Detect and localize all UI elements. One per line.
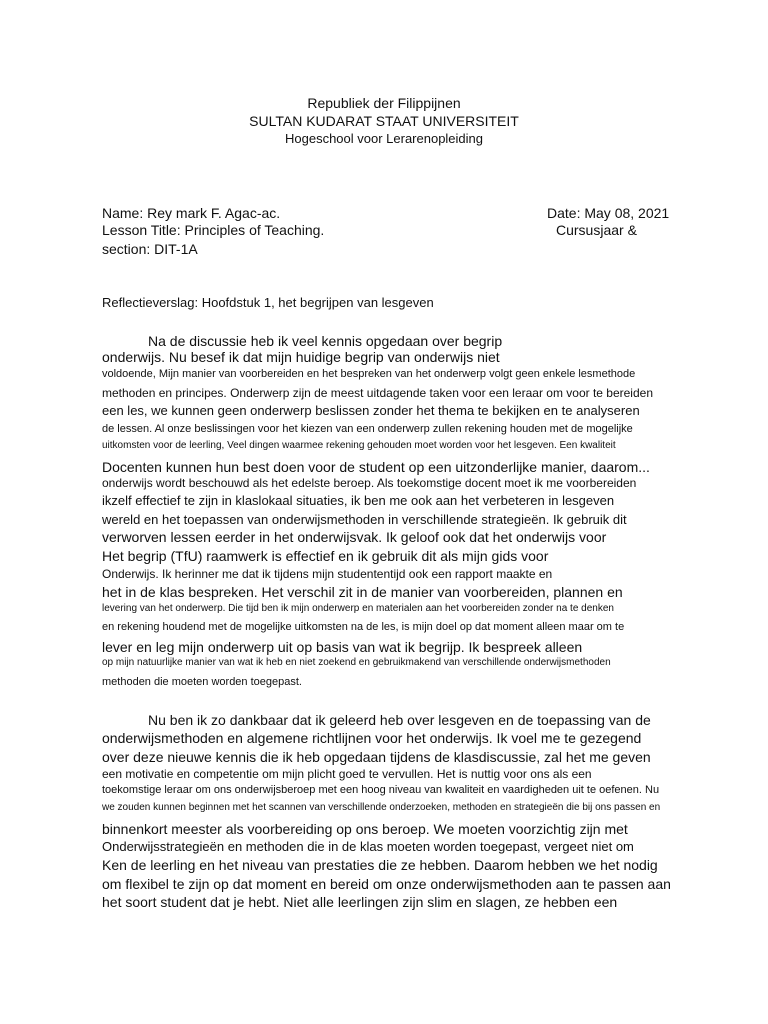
- paragraph-1-line: en rekening houdend met de mogelijke uitkomsten na de les, is mijn doel op dat moment alleen maar om te: [102, 621, 625, 633]
- paragraph-1-line: onderwijs wordt beschouwd als het edelste beroep. Als toekomstige docent moet ik me voorbereiden: [102, 476, 637, 490]
- header-university: SULTAN KUDARAT STAAT UNIVERSITEIT: [249, 113, 519, 129]
- paragraph-1-line: ikzelf effectief te zijn in klaslokaal situaties, ik ben me ook aan het verbeteren in lesgeven: [102, 493, 615, 508]
- header-college: Hogeschool voor Lerarenopleiding: [284, 131, 484, 146]
- header-republic: Republiek der Filippijnen: [307, 95, 461, 111]
- paragraph-1-line: lever en leg mijn onderwerp uit op basis van wat ik begrijp. Ik bespreek alleen: [102, 639, 583, 655]
- paragraph-1-line: op mijn natuurlijke manier van wat ik heb en niet zoekend en gebruikmakend van verschillende onderwijsmethoden: [102, 657, 611, 668]
- paragraph-1-line: Docenten kunnen hun best doen voor de student op een uitzonderlijke manier, daarom...: [102, 459, 650, 475]
- report-date: Date: May 08, 2021: [547, 205, 670, 221]
- paragraph-2-line: over deze nieuwe kennis die ik heb opgedaan tijdens de klasdiscussie, zal het me geven: [102, 749, 651, 765]
- paragraph-2-line: Onderwijsstrategieën en methoden die in de klas moeten worden toegepast, vergeet niet om: [102, 839, 634, 854]
- paragraph-2-line: om flexibel te zijn op dat moment en bereid om onze onderwijsmethoden aan te passen aan: [102, 876, 671, 892]
- paragraph-2-line: het soort student dat je hebt. Niet alle leerlingen zijn slim en slagen, ze hebben een: [102, 894, 618, 910]
- paragraph-1-line: onderwijs. Nu besef ik dat mijn huidige begrip van onderwijs niet: [102, 349, 500, 365]
- paragraph-1-line: uitkomsten voor de leerling, Veel dingen waarmee rekening gehouden moet worden voor het lesgeven. Een kwaliteit: [102, 440, 616, 451]
- course-year: Cursusjaar &: [556, 222, 637, 238]
- paragraph-1-line: methoden die moeten worden toegepast.: [102, 676, 302, 688]
- paragraph-1-line: methoden en principes. Onderwerp zijn de meest uitdagende taken voor een leraar om voor te bereiden: [102, 386, 653, 400]
- paragraph-2-line: onderwijsmethoden en algemene richtlijnen voor het onderwijs. Ik voel me te gezegend: [102, 730, 642, 746]
- student-name: Name: Rey mark F. Agac-ac.: [102, 205, 281, 221]
- lesson-title: Lesson Title: Principles of Teaching.: [102, 222, 325, 238]
- report-subject: Reflectieverslag: Hoofdstuk 1, het begrijpen van lesgeven: [102, 295, 434, 310]
- paragraph-2-line: we zouden kunnen beginnen met het scannen van verschillende onderzoeken, methoden en strategieën die bij ons passen en: [102, 802, 661, 813]
- paragraph-1-line: Na de discussie heb ik veel kennis opgedaan over begrip: [148, 333, 503, 349]
- paragraph-1-line: een les, we kunnen geen onderwerp beslissen zonder het thema te bekijken en te analyseren: [102, 403, 640, 418]
- paragraph-2-line: toekomstige leraar om ons onderwijsberoep met een hoog niveau van kwaliteit en vaardigheden uit te oefenen. Nu: [102, 784, 660, 796]
- paragraph-1-line: Het begrip (TfU) raamwerk is effectief en ik gebruik dit als mijn gids voor: [102, 548, 549, 564]
- paragraph-1-line: wereld en het toepassen van onderwijsmethoden in verschillende strategieën. Ik gebruik dit: [102, 512, 627, 527]
- paragraph-1-line: verworven lessen eerder in het onderwijsvak. Ik geloof ook dat het onderwijs voor: [102, 529, 607, 545]
- paragraph-2-line: Ken de leerling en het niveau van prestaties die ze hebben. Daarom hebben we het nodig: [102, 857, 658, 873]
- paragraph-2-line: binnenkort meester als voorbereiding op ons beroep. We moeten voorzichtig zijn met: [102, 821, 628, 837]
- paragraph-1-line: levering van het onderwerp. Die tijd ben ik mijn onderwerp en materialen aan het voorbereiden zonder na te denken: [102, 603, 614, 614]
- paragraph-1-line: Onderwijs. Ik herinner me dat ik tijdens mijn studententijd ook een rapport maakte en: [102, 567, 553, 581]
- paragraph-2-line: Nu ben ik zo dankbaar dat ik geleerd heb over lesgeven en de toepassing van de: [148, 712, 651, 728]
- section: section: DIT-1A: [102, 241, 198, 257]
- paragraph-2-line: een motivatie en competentie om mijn plicht goed te vervullen. Het is nuttig voor ons als een: [102, 767, 592, 781]
- paragraph-1-line: het in de klas bespreken. Het verschil zit in de manier van voorbereiden, plannen en: [102, 584, 623, 600]
- paragraph-1-line: voldoende, Mijn manier van voorbereiden en het bespreken van het onderwerp volgt geen enkele lesmethode: [102, 368, 636, 380]
- paragraph-1-line: de lessen. Al onze beslissingen voor het kiezen van een onderwerp zullen rekening houden met de mogelijke: [102, 423, 633, 435]
